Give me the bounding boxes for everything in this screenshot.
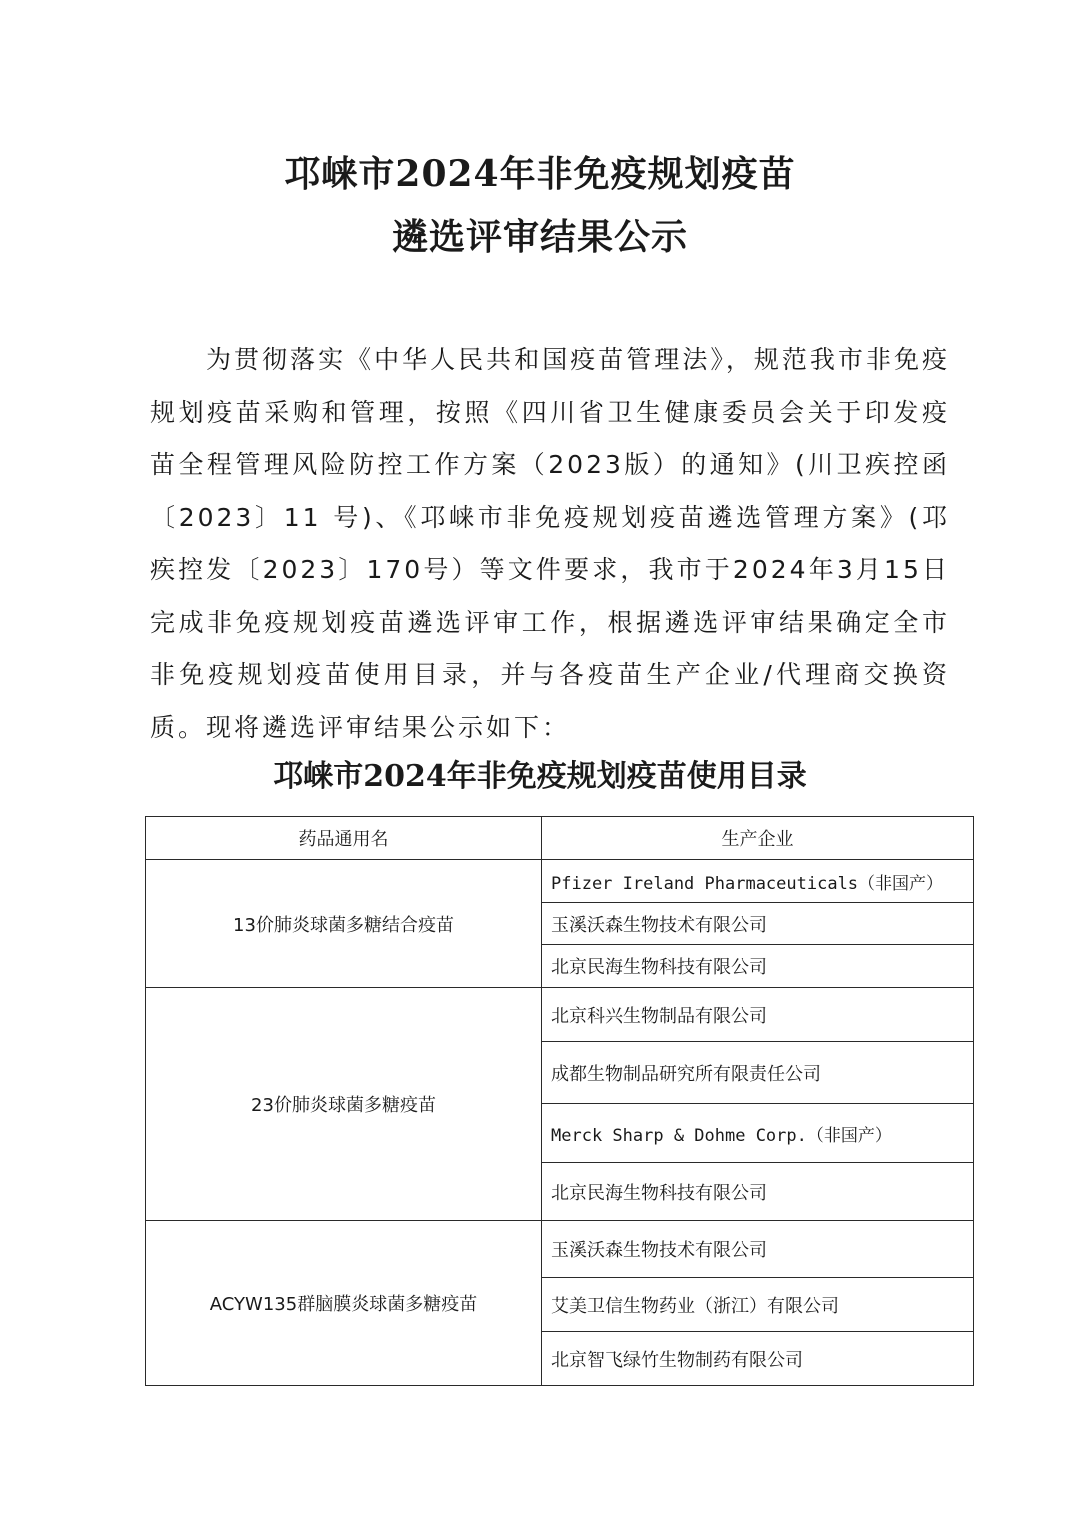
header-vaccine-name: 药品通用名	[146, 817, 542, 860]
table-row	[146, 860, 974, 903]
table-row	[146, 988, 974, 1042]
manufacturer-cell: Pfizer Ireland Pharmaceuticals（非国产）	[542, 860, 974, 903]
vaccine-name-cell: 13价肺炎球菌多糖结合疫苗	[146, 860, 542, 988]
manufacturer-cell: 北京科兴生物制品有限公司	[542, 988, 974, 1042]
vaccine-name-cell: 23价肺炎球菌多糖疫苗	[146, 988, 542, 1221]
manufacturer-cell: 北京智飞绿竹生物制药有限公司	[542, 1332, 974, 1386]
vaccine-catalog-table	[145, 816, 974, 1386]
table-header-row	[146, 817, 974, 860]
manufacturer-cell: 北京民海生物科技有限公司	[542, 945, 974, 988]
page-title-line-2: 遴选评审结果公示	[391, 216, 688, 258]
manufacturer-cell: 玉溪沃森生物技术有限公司	[542, 903, 974, 945]
manufacturer-cell: 北京民海生物科技有限公司	[542, 1163, 974, 1221]
table-title: 邛崃市2024年非免疫规划疫苗使用目录	[273, 759, 807, 794]
page-title-line-1: 邛崃市2024年非免疫规划疫苗	[284, 153, 796, 195]
header-manufacturer: 生产企业	[542, 817, 974, 860]
vaccine-name-cell: ACYW135群脑膜炎球菌多糖疫苗	[146, 1221, 542, 1386]
manufacturer-cell: Merck Sharp & Dohme Corp.（非国产）	[542, 1104, 974, 1163]
manufacturer-cell: 成都生物制品研究所有限责任公司	[542, 1042, 974, 1104]
body-paragraph: 为贯彻落实《中华人民共和国疫苗管理法》，规范我市非免疫规划疫苗采购和管理，按照《四川省卫生健康委员会关于印发疫苗全程管理风险防控工作方案（2023版）的通知》(川卫疾控函〔2023〕11 号)、《邛崃市非免疫规划疫苗遴选管理方案》(邛疾控发〔2023〕170号）等文件要求，我市于2024年3月15日完成非免疫规划疫苗遴选评审工作，根据遴选评审结果确定全市非免疫规划疫苗使用目录，并与各疫苗生产企业/代理商交换资质。现将遴选评审结果公示如下：	[150, 345, 950, 742]
manufacturer-cell: 玉溪沃森生物技术有限公司	[542, 1221, 974, 1278]
manufacturer-cell: 艾美卫信生物药业（浙江）有限公司	[542, 1278, 974, 1332]
table-row	[146, 1221, 974, 1278]
